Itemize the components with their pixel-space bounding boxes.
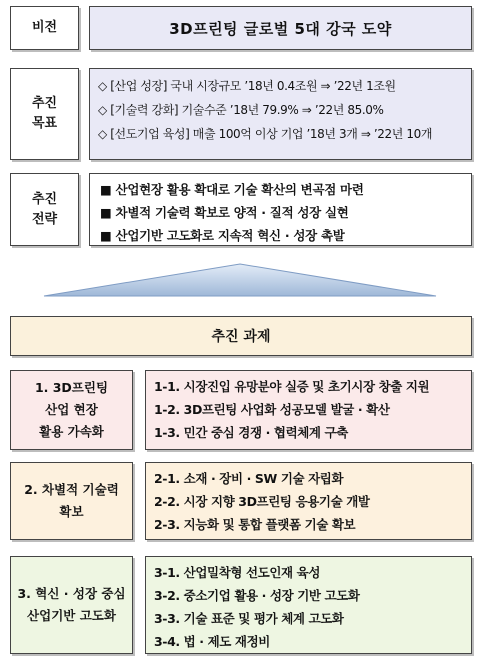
task-group-1-name [10, 370, 133, 450]
vision-label [10, 6, 79, 50]
task-item: 3-3. 기술 표준 및 평가 체계 고도화 [154, 611, 344, 626]
goal-item: ◇ [선도기업 육성] 매출 100억 이상 기업 ’18년 3개 ⇒ ’22년 10개 [98, 127, 433, 141]
goals-label-text: 추진 목표 [31, 96, 58, 131]
vision-text: 3D프린팅 글로벌 5대 강국 도약 [169, 19, 392, 38]
task-item: 3-1. 산업밀착형 선도인재 육성 [154, 565, 321, 580]
tasks-title-text: 추진 과제 [211, 329, 271, 345]
strategy-item: ■ 산업기반 고도화로 지속적 혁신 · 성장 촉발 [100, 228, 345, 243]
strategy-label-text: 추진 전략 [31, 191, 58, 227]
task-group-2-items [145, 462, 472, 540]
strategy-label [10, 173, 79, 246]
strategy-item: ■ 산업현장 활용 확대로 기술 확산의 변곡점 마련 [100, 182, 364, 197]
task-group-1-name-text: 1. 3D프린팅 산업 현장 활용 가속화 [34, 380, 109, 439]
task-item: 3-2. 중소기업 활용 · 성장 기반 고도화 [154, 588, 360, 603]
goals-label [10, 68, 79, 160]
task-group-3-name [10, 556, 133, 654]
task-item: 2-2. 시장 지향 3D프린팅 응용기술 개발 [154, 494, 370, 509]
tasks-title [10, 316, 472, 356]
strategy-box [89, 173, 472, 246]
task-group-2-name [10, 462, 133, 540]
task-item: 2-3. 지능화 및 통합 플랫폼 기술 확보 [154, 517, 356, 532]
task-group-3-items [145, 556, 472, 654]
task-item: 1-2. 3D프린팅 사업화 성공모델 발굴 · 확산 [154, 402, 390, 417]
triangle-connector [40, 260, 440, 300]
task-item: 3-4. 법 · 제도 재정비 [154, 634, 270, 649]
goal-item: ◇ [기술력 강화] 기술수준 ’18년 79.9% ⇒ ’22년 85.0% [98, 103, 384, 117]
task-group-1-items [145, 370, 472, 450]
goals-box [89, 68, 472, 160]
vision-label-text: 비전 [31, 20, 58, 35]
strategy-item: ■ 차별적 기술력 확보로 양적 · 질적 성장 실현 [100, 205, 349, 220]
task-item: 1-3. 민간 중심 경쟁 · 협력체계 구축 [154, 425, 348, 440]
task-group-3-name-text: 3. 혁신 · 성장 중심 산업기반 고도화 [17, 586, 126, 623]
task-item: 2-1. 소재 · 장비 · SW 기술 자립화 [154, 471, 344, 486]
goal-item: ◇ [산업 성장] 국내 시장규모 ’18년 0.4조원 ⇒ ’22년 1조원 [98, 79, 396, 93]
task-group-2-name-text: 2. 차별적 기술력 확보 [24, 482, 119, 519]
vision-text-box [89, 6, 472, 50]
task-item: 1-1. 시장진입 유망분야 실증 및 초기시장 창출 지원 [154, 379, 430, 394]
